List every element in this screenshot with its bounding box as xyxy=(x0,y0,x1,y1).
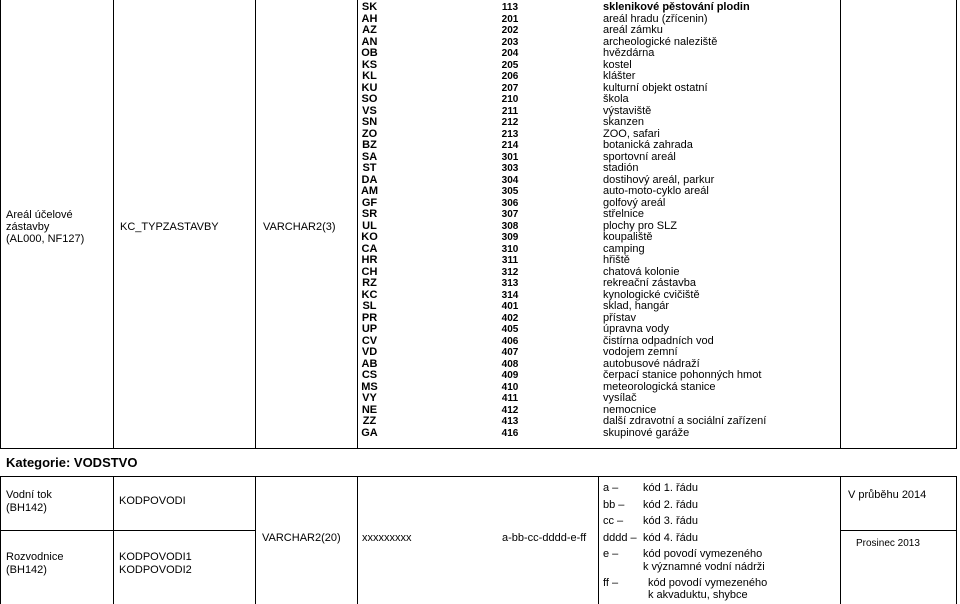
description-cell: škola xyxy=(603,93,629,105)
description-cell: další zdravotní a sociální zařízení xyxy=(603,415,767,427)
attribute-name xyxy=(6,209,84,245)
part-desc: kód 1. řádu xyxy=(643,482,699,494)
number-cell: 113 xyxy=(501,2,519,13)
description-cell: sklad, hangár xyxy=(603,300,670,312)
grid-line xyxy=(0,476,957,477)
code-cell: DA xyxy=(361,173,378,186)
part-key: bb – xyxy=(603,499,625,511)
number-cell: 214 xyxy=(501,140,519,151)
code-cell: HR xyxy=(361,254,378,266)
value-mask: xxxxxxxxx xyxy=(362,532,412,544)
number-cell: 308 xyxy=(501,220,519,232)
grid-line xyxy=(840,0,841,448)
code-cell: ST xyxy=(362,162,377,174)
number-cell: 204 xyxy=(501,48,519,59)
code-cell: AM xyxy=(360,185,379,197)
description-cell: výstaviště xyxy=(603,104,652,117)
description-cell: hvězdárna xyxy=(603,47,655,59)
number-cell: 409 xyxy=(501,370,519,381)
description-cell: areál hradu (zřícenin) xyxy=(603,12,708,25)
code-cell: GF xyxy=(361,196,378,209)
number-cell: 402 xyxy=(501,312,519,324)
number-cell: 313 xyxy=(501,278,519,289)
description-cell: kostel xyxy=(603,58,632,71)
code-cell: AN xyxy=(361,35,378,48)
description-cell: nemocnice xyxy=(603,403,657,416)
code-cell: AB xyxy=(361,357,378,370)
number-cell: 205 xyxy=(501,59,519,71)
number-cell: 201 xyxy=(501,13,519,25)
field-type: VARCHAR2(3) xyxy=(263,221,336,233)
number-cell: 210 xyxy=(501,94,519,105)
part-key: a – xyxy=(603,482,619,494)
label-line: Rozvodnice xyxy=(6,551,64,563)
number-column xyxy=(498,2,522,439)
code-cell: SK xyxy=(361,1,378,13)
code-cell: UL xyxy=(362,219,377,232)
code-cell: SO xyxy=(361,93,378,105)
field-kodpovodi: KODPOVODI xyxy=(119,495,186,507)
code-cell: ZO xyxy=(361,127,378,140)
code-cell: KS xyxy=(361,58,378,71)
code-cell: CH xyxy=(361,265,378,278)
code-cell: NE xyxy=(361,403,378,416)
description-cell: botanická zahrada xyxy=(603,139,693,151)
code-cell: OB xyxy=(361,47,378,59)
code-cell: GA xyxy=(361,426,378,439)
description-column xyxy=(603,2,766,439)
number-cell: 314 xyxy=(501,289,519,301)
part-desc: kód 3. řádu xyxy=(643,515,699,527)
date-note: V průběhu 2014 xyxy=(848,489,927,501)
number-cell: 406 xyxy=(501,335,519,347)
number-cell: 408 xyxy=(501,358,519,370)
description-cell: hřiště xyxy=(603,254,630,266)
description-cell: klášter xyxy=(603,70,636,82)
description-cell: koupaliště xyxy=(603,231,653,243)
description-cell: kulturní objekt ostatní xyxy=(603,81,708,94)
description-cell: skanzen xyxy=(603,116,644,128)
grid-line xyxy=(113,530,255,531)
number-cell: 307 xyxy=(501,209,519,220)
code-cell: SR xyxy=(361,208,378,220)
label-line: Vodní tok xyxy=(6,489,52,501)
field-kodpovodi-12 xyxy=(119,551,192,577)
code-cell: KL xyxy=(362,70,377,82)
number-cell: 412 xyxy=(501,404,519,416)
number-cell: 305 xyxy=(501,186,519,197)
grid-line xyxy=(0,476,1,604)
field-type: VARCHAR2(20) xyxy=(262,532,341,544)
code-cell: ZZ xyxy=(362,415,377,427)
description-cell: chatová kolonie xyxy=(603,265,680,278)
part-desc: kód povodí vymezeného xyxy=(648,577,768,589)
grid-line xyxy=(840,530,957,531)
description-cell: plochy pro SLZ xyxy=(603,219,677,232)
attribute-name-line: zástavby xyxy=(6,221,50,233)
field-name: KC_TYPZASTAVBY xyxy=(120,221,219,233)
part-desc: kód 4. řádu xyxy=(643,532,699,544)
number-cell: 212 xyxy=(501,117,519,128)
description-cell: čistírna odpadních vod xyxy=(603,334,714,347)
grid-line xyxy=(598,476,599,604)
part-desc: kód 2. řádu xyxy=(643,499,699,511)
description-cell: úpravna vody xyxy=(603,323,670,335)
code-cell: AZ xyxy=(362,24,377,36)
label-line: (BH142) xyxy=(6,564,47,576)
grid-line xyxy=(357,476,358,604)
vodni-tok-label xyxy=(6,489,52,515)
code-cell: PR xyxy=(361,311,378,324)
description-cell: střelnice xyxy=(603,208,644,220)
grid-line xyxy=(255,476,256,604)
description-cell: sportovní areál xyxy=(603,150,676,163)
number-cell: 211 xyxy=(501,105,519,117)
code-cell: BZ xyxy=(362,139,377,151)
description-cell: meteorologická stanice xyxy=(603,380,716,393)
description-cell: areál zámku xyxy=(603,24,663,36)
description-cell: camping xyxy=(603,242,645,255)
field-line: KODPOVODI1 xyxy=(119,551,192,563)
number-cell: 303 xyxy=(501,163,519,174)
part-desc: kód povodí vymezeného xyxy=(643,548,763,560)
number-cell: 309 xyxy=(501,232,519,243)
number-cell: 310 xyxy=(501,243,519,255)
code-cell: KC xyxy=(361,288,378,301)
part-desc: k významné vodní nádrži xyxy=(643,561,765,573)
number-cell: 207 xyxy=(501,82,519,94)
code-cell: UP xyxy=(361,323,378,335)
description-cell: dostihový areál, parkur xyxy=(603,173,715,186)
description-cell: stadión xyxy=(603,162,639,174)
code-cell: KO xyxy=(361,231,378,243)
part-key: e – xyxy=(603,548,619,560)
code-cell: VY xyxy=(362,392,377,404)
description-cell: skupinové garáže xyxy=(603,426,690,439)
number-cell: 401 xyxy=(501,301,519,312)
code-cell: VD xyxy=(361,346,378,358)
date-note: Prosinec 2013 xyxy=(856,538,920,549)
part-key: cc – xyxy=(603,515,624,527)
number-cell: 407 xyxy=(501,347,519,358)
description-cell: přístav xyxy=(603,311,637,324)
grid-line xyxy=(113,476,114,604)
part-key: dddd – xyxy=(603,532,637,544)
number-cell: 203 xyxy=(501,36,519,48)
rozvodnice-label xyxy=(6,551,63,577)
code-cell: SL xyxy=(362,300,377,312)
grid-line xyxy=(956,476,957,604)
grid-line xyxy=(255,0,256,448)
part-key: ff – xyxy=(603,577,619,589)
number-cell: 405 xyxy=(501,324,519,335)
number-cell: 304 xyxy=(501,174,519,186)
code-cell: VS xyxy=(362,104,377,117)
number-cell: 213 xyxy=(501,128,519,140)
description-cell: rekreační zástavba xyxy=(603,277,696,289)
description-cell: archeologické naleziště xyxy=(603,35,718,48)
description-cell: vysílač xyxy=(603,392,637,404)
grid-line xyxy=(840,476,841,604)
attribute-name-line: (AL000, NF127) xyxy=(6,233,85,245)
description-cell: autobusové nádraží xyxy=(603,357,700,370)
code-cell: SN xyxy=(361,116,378,128)
number-cell: 416 xyxy=(501,427,519,439)
code-cell: MS xyxy=(361,380,378,393)
description-cell: vodojem zemní xyxy=(603,346,678,358)
grid-line xyxy=(0,0,1,448)
number-cell: 306 xyxy=(501,197,519,209)
number-cell: 413 xyxy=(501,416,519,427)
description-cell: ZOO, safari xyxy=(603,127,660,140)
number-cell: 301 xyxy=(501,151,519,163)
code-cell: AH xyxy=(361,12,378,25)
number-cell: 410 xyxy=(501,381,519,393)
number-cell: 411 xyxy=(501,393,519,404)
code-column xyxy=(357,2,382,439)
label-line: (BH142) xyxy=(6,502,47,514)
code-cell: CS xyxy=(361,369,378,381)
description-cell: auto-moto-cyklo areál xyxy=(603,185,709,197)
description-cell: kynologické cvičiště xyxy=(603,288,700,301)
code-cell: RZ xyxy=(362,277,377,289)
grid-line xyxy=(113,0,114,448)
code-cell: CA xyxy=(361,242,378,255)
code-cell: SA xyxy=(361,150,378,163)
number-cell: 311 xyxy=(501,255,519,266)
description-cell: čerpací stanice pohonných hmot xyxy=(603,369,762,381)
number-cell: 206 xyxy=(501,71,519,82)
number-cell: 202 xyxy=(501,25,519,36)
code-cell: CV xyxy=(361,334,378,347)
grid-line xyxy=(0,530,113,531)
grid-line xyxy=(0,448,957,449)
number-cell: 312 xyxy=(501,266,519,278)
code-cell: KU xyxy=(361,81,378,94)
description-cell: sklenikové pěstování plodin xyxy=(603,1,750,13)
description-cell: golfový areál xyxy=(603,196,666,209)
part-desc: k akvaduktu, shybce xyxy=(648,589,748,601)
attribute-name-line: Areál účelové xyxy=(6,209,73,221)
grid-line xyxy=(956,0,957,448)
code-format: a-bb-cc-dddd-e-ff xyxy=(502,532,587,544)
field-line: KODPOVODI2 xyxy=(119,564,192,576)
category-heading: Kategorie: VODSTVO xyxy=(6,455,138,470)
